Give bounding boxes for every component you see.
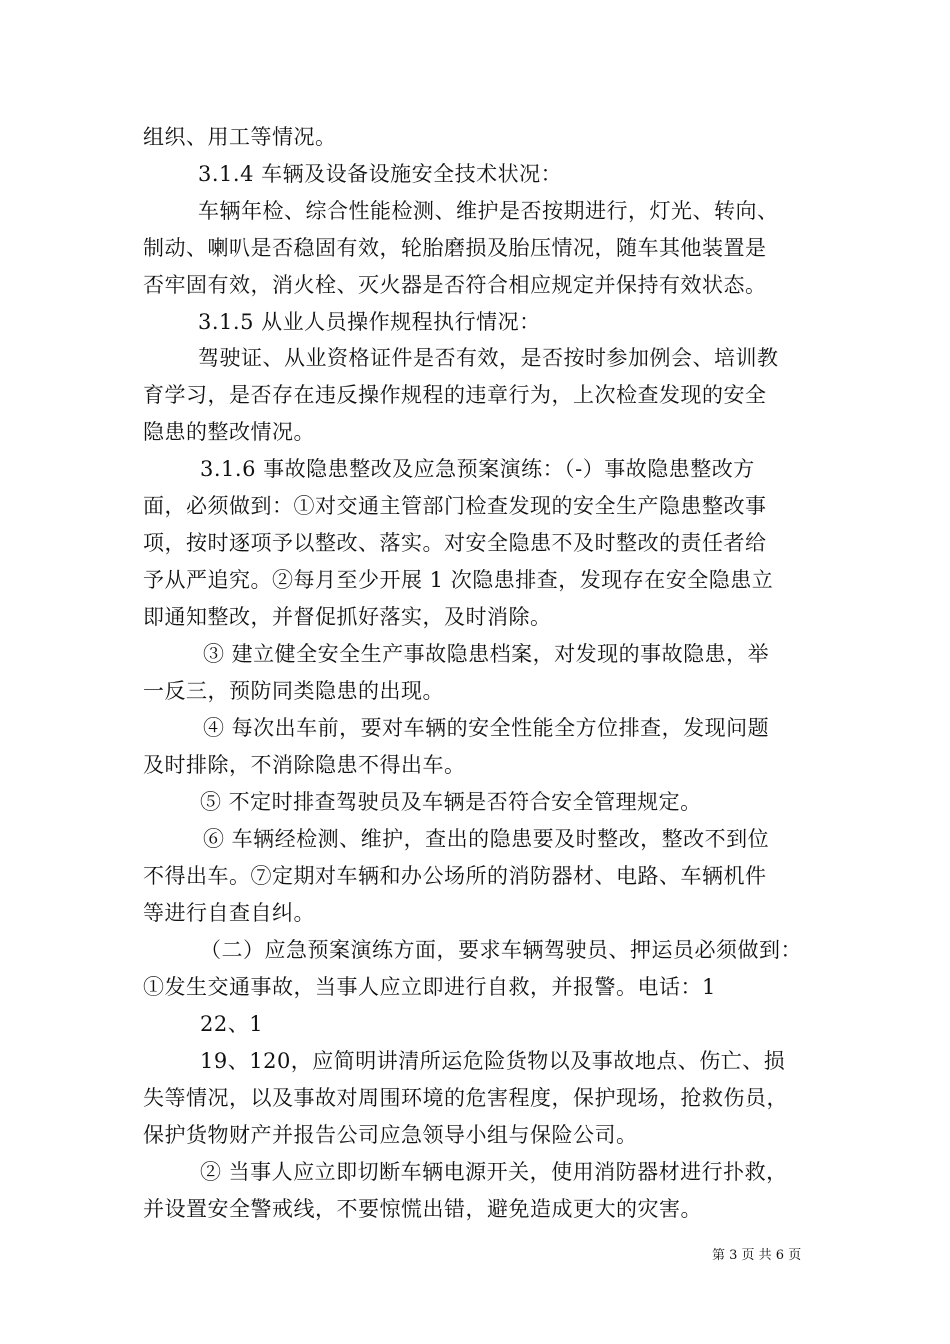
text-line: 面，必须做到：①对交通主管部门检查发现的安全生产隐患整改事 [143,494,767,518]
text-line: ② 当事人应立即切断车辆电源开关，使用消防器材进行扑救， [200,1160,788,1184]
text-line: 并设置安全警戒线，不要惊慌出错，避免造成更大的灾害。 [143,1197,702,1221]
section-heading: 3.1.6 事故隐患整改及应急预案演练：（-）事故隐患整改方 [200,457,755,481]
text-line: 保护货物财产并报告公司应急领导小组与保险公司。 [143,1123,638,1147]
text-line: 及时排除，不消除隐患不得出车。 [143,753,466,777]
text-line: 隐患的整改情况。 [143,420,315,444]
text-line: ③ 建立健全安全生产事故隐患档案，对发现的事故隐患，举 [203,642,770,666]
text-line: 一反三，预防同类隐患的出现。 [143,679,444,703]
text-line: ①发生交通事故，当事人应立即进行自救，并报警。电话：1 [143,975,716,999]
text-line: 车辆年检、综合性能检测、维护是否按期进行，灯光、转向、 [198,199,779,223]
text-line: 即通知整改，并督促抓好落实，及时消除。 [143,605,552,629]
text-line: 19、120，应简明讲清所运危险货物以及事故地点、伤亡、损 [200,1049,786,1073]
text-line: 22、1 [200,1012,264,1036]
text-line: 等进行自查自纠。 [143,901,315,925]
text-line: 制动、喇叭是否稳固有效，轮胎磨损及胎压情况，随车其他装置是 [143,236,767,260]
text-line: 育学习，是否存在违反操作规程的违章行为，上次检查发现的安全 [143,383,767,407]
text-line: 项，按时逐项予以整改、落实。对安全隐患不及时整改的责任者给 [143,531,767,555]
text-line: ④ 每次出车前，要对车辆的安全性能全方位排查，发现问题 [203,716,770,740]
text-line: 否牢固有效，消火栓、灭火器是否符合相应规定并保持有效状态。 [143,273,767,297]
text-line: 予从严追究。②每月至少开展 1 次隐患排查，发现存在安全隐患立 [143,568,774,592]
text-line: 不得出车。⑦定期对车辆和办公场所的消防器材、电路、车辆机件 [143,864,767,888]
section-heading: 3.1.5 从业人员操作规程执行情况： [198,310,541,334]
text-line: 组织、用工等情况。 [143,125,337,149]
text-line: ⑤ 不定时排查驾驶员及车辆是否符合安全管理规定。 [200,790,702,814]
text-line: 失等情况，以及事故对周围环境的危害程度，保护现场，抢救伤员， [143,1086,788,1110]
text-line: ⑥ 车辆经检测、维护，查出的隐患要及时整改，整改不到位 [203,827,770,851]
text-line: 驾驶证、从业资格证件是否有效，是否按时参加例会、培训教 [198,346,779,370]
page-number: 第 3 页 共 6 页 [712,1248,802,1263]
section-heading: （二）应急预案演练方面，要求车辆驾驶员、押运员必须做到： [200,938,802,962]
section-heading: 3.1.4 车辆及设备设施安全技术状况： [198,162,563,186]
